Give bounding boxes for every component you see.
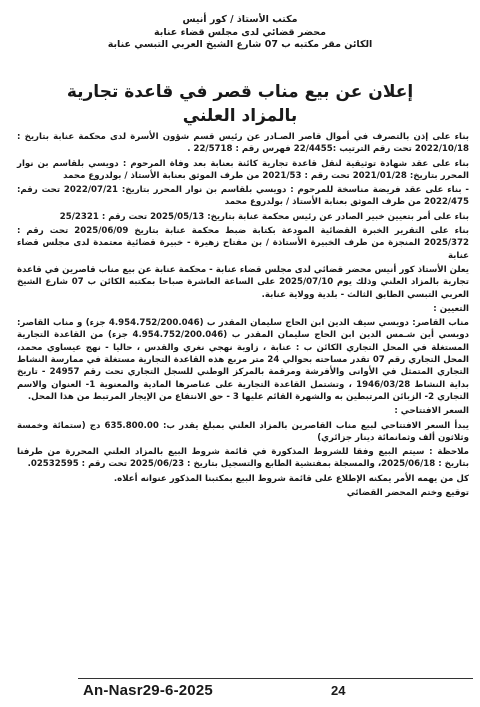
paragraph-expert-report: بناء على التقرير الخبرة القضائية المودعة بكتابة ضبط محكمة عنابة بتاريخ 2025/06/09 تحت رقم : 2025/372 المنجزة من طرف الخبيرة الأستاذة / بن مفتاح زهيرة - خبيرة قضائية معتمدة لدى مجلس قضاء عنابة (17, 226, 470, 261)
office-address: الكائن مقر مكتبه ب 07 شارع الشيخ العربي التبسي عنابة (107, 39, 373, 50)
signature-line: توقيع وختم المحضر القضائي (346, 488, 469, 499)
paragraph-announcement: يعلن الأستاذ كور أنيس محضر قضائي لدى مجلس قضاء عنابة - محكمة عنابة عن بيع مناب قاصرين في قاعدة تجارية بالمزاد العلني وذلك يوم 2025/07/10 على الساعة العاشرة صباحا بمكتبه الكائن ب 07 شارع الشيخ العربي التبسي الطابق الثالث - بلدية وولاية عنابة. (17, 264, 469, 300)
office-role: محضر قضائي لدى مجلس قضاء عنابة (154, 26, 326, 38)
newspaper-edition: An-Nasr29-6-2025 (83, 682, 213, 699)
footer-divider (78, 678, 473, 679)
notice-subtitle: بالمزاد العلني (182, 106, 298, 126)
section-heading-designation: التعيين : (433, 303, 469, 314)
paragraph-designation: مناب القاصر: دويسي سيف الدين ابن الحاج سليمان المقدر ب (4.954.752/200.046 جزء) و مناب القاصر: دويسي أين شـمس الدين ابن الحاج سليمان المقدر ب (4.954.752/200.046 جزء) من القاعدة التجارية المستغلة في المحل التجاري الكائن ب : عنابة ، زاوية نهجي نغري والقدس ، حاليا - نهج عيساوي محمد، المحل التجاري رقم 07 تقدر مساحته بحوالي 24 متر مربع هذه القاعدة التجارية مستغلة في ممارسة النشاط التجاري المتمثل في الأوانى والأفرشة ومرقمة بالمركز الوطني للسجل التجاري تحت رقم 24957 - تاريخ بداية النشاط 1946/03/28 ، وتشتمل القاعدة التجارية على عناصرها المادية والمعنوية 1- العنوان والاسم التجاري 2- الزبائن المرتبطين به والشهرة القائم عليها 3 - حق الانتفاع من الإيجار المرتبط من هذا المحل. (17, 318, 469, 402)
paragraph-permission: بناء على إذن بالتصرف في أموال قاصر الصـادر عن رئيس قسم شؤون الأسرة لدى محكمة عنابة بتاريخ : 2022/10/18 تحت رقم الترتيب :22/4455 فهرس رقم : 22/5718 . (17, 132, 469, 155)
paragraph-note: ملاحظة : سيتم البيع وفقا للشروط المذكورة في قائمة شروط البيع بالمزاد العلني المحررة من طرفنا بتاريخ : 2025/06/18، والمسجلة بمفتشية الطابع والتسجيل بتاريخ : 2025/06/23 تحت رقم : 02532595. (17, 447, 469, 470)
paragraph-expert-order: بناء على أمر بتعيين خبير الصادر عن رئيس محكمة عنابة بتاريخ: 2025/05/13 تحت رقم : 25/2321 (59, 211, 469, 222)
notice-body (17, 131, 469, 501)
paragraph-notarial-certificate: بناء على عقد شهادة توثيقية لنقل قاعدة تجارية كائنة بعنابة بعد وفاة المرحوم : دويسي بلقاسم بن نوار المحرر بتاريخ: 2021/01/28 تحت رقم : 2021/53 من طرف الموثق بعنابة الأستاذ / بولدروع محمد (17, 158, 469, 181)
notice-title: إعلان عن بيع مناب قصر في قاعدة تجارية (66, 82, 414, 102)
paragraph-inheritance-deed: - بناء على عقد فريضة مناسخة للمرحوم : دويسي بلقاسم بن نوار المحرر بتاريخ: 2022/07/21 تحت رقم: 2022/475 من طرف الموثق بعنابة الأستاذ / بولدروع محمد (17, 185, 469, 208)
office-header (40, 14, 440, 52)
paragraph-opening-price: يبدأ السعر الافتتاحي لبيع مناب القاصرين بالمزاد العلني بمبلغ يقدر ب: 635.800.00 دج (ستمائة وخمسة وثلاثون ألف وثمانمائة دينار جزائري) (17, 420, 469, 443)
office-name: مكتب الأستاذ / كور أنيس (182, 14, 298, 25)
section-heading-opening-price: السعر الافتتاحي : (394, 406, 469, 417)
page-number: 24 (331, 683, 346, 698)
paragraph-inspection: كل من يهمه الأمر يمكنه الإطلاع على قائمة شروط البيع بمكتبنا المذكور عنوانه أعلاه. (113, 473, 469, 484)
